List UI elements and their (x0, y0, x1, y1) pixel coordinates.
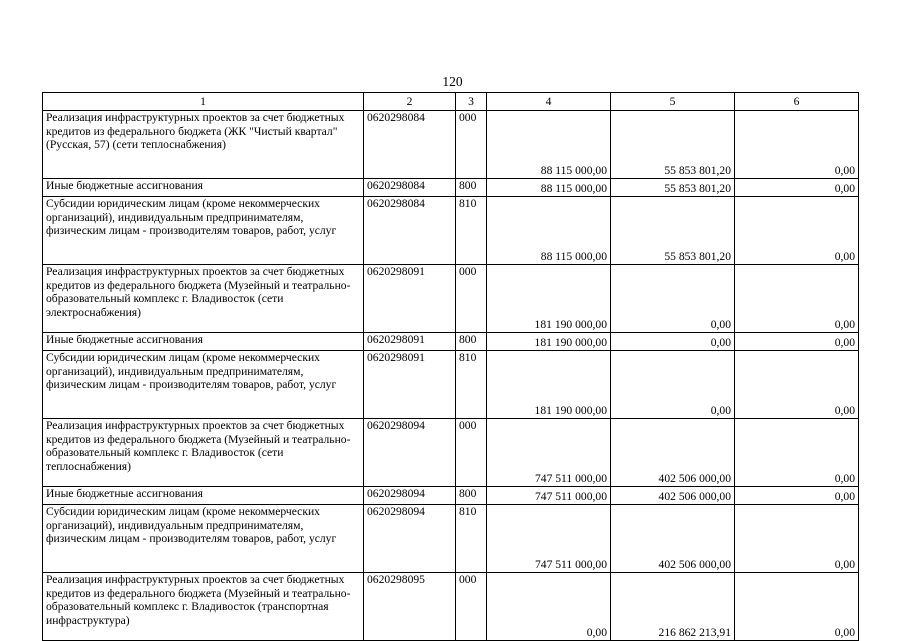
row-col4: 88 115 000,00 (487, 179, 611, 197)
row-code: 0620298094 (364, 419, 456, 487)
row-name: Субсидии юридическим лицам (кроме некоммерческих организаций), индивидуальным предпринимателям, физическим лицам - производителям товаров, работ, услуг (43, 197, 364, 265)
row-col6: 0,00 (735, 487, 859, 505)
row-type: 810 (456, 505, 487, 573)
row-type: 800 (456, 487, 487, 505)
row-code: 0620298084 (364, 197, 456, 265)
budget-table (42, 92, 859, 641)
row-col5: 402 506 000,00 (611, 487, 735, 505)
page-number: 120 (442, 74, 463, 89)
row-col6: 0,00 (735, 179, 859, 197)
table-row (43, 487, 859, 505)
table-row (43, 179, 859, 197)
table-row (43, 573, 859, 641)
row-type: 810 (456, 351, 487, 419)
row-code: 0620298084 (364, 179, 456, 197)
row-col4: 747 511 000,00 (487, 419, 611, 487)
row-col4: 0,00 (487, 573, 611, 641)
row-col6: 0,00 (735, 333, 859, 351)
row-code: 0620298084 (364, 111, 456, 179)
row-col6: 0,00 (735, 419, 859, 487)
row-code: 0620298091 (364, 351, 456, 419)
row-col5: 55 853 801,20 (611, 179, 735, 197)
row-name: Иные бюджетные ассигнования (43, 333, 364, 351)
row-col4: 88 115 000,00 (487, 111, 611, 179)
header-cell: 3 (456, 93, 487, 111)
row-type: 810 (456, 197, 487, 265)
row-col4: 181 190 000,00 (487, 265, 611, 333)
row-name: Реализация инфраструктурных проектов за счет бюджетных кредитов из федерального бюджета (Музейный и театрально-образовательный комплекс г. Владивосток (сети электроснабжения) (43, 265, 364, 333)
row-name: Иные бюджетные ассигнования (43, 179, 364, 197)
table-row (43, 505, 859, 573)
table-row (43, 197, 859, 265)
row-col4: 181 190 000,00 (487, 351, 611, 419)
table-header-row (43, 93, 859, 111)
header-cell: 2 (364, 93, 456, 111)
row-name: Реализация инфраструктурных проектов за счет бюджетных кредитов из федерального бюджета (Музейный и театрально-образовательный комплекс г. Владивосток (сети теплоснабжения) (43, 419, 364, 487)
row-col5: 216 862 213,91 (611, 573, 735, 641)
table-row (43, 351, 859, 419)
table-row (43, 265, 859, 333)
row-col4: 88 115 000,00 (487, 197, 611, 265)
row-type: 000 (456, 111, 487, 179)
table-row (43, 111, 859, 179)
row-code: 0620298095 (364, 573, 456, 641)
table-row (43, 333, 859, 351)
row-col6: 0,00 (735, 505, 859, 573)
header-cell: 1 (43, 93, 364, 111)
row-col4: 181 190 000,00 (487, 333, 611, 351)
row-type: 000 (456, 573, 487, 641)
row-col6: 0,00 (735, 265, 859, 333)
header-cell: 6 (735, 93, 859, 111)
row-type: 800 (456, 179, 487, 197)
header-cell: 5 (611, 93, 735, 111)
row-col4: 747 511 000,00 (487, 505, 611, 573)
row-name: Иные бюджетные ассигнования (43, 487, 364, 505)
row-col6: 0,00 (735, 573, 859, 641)
row-col5: 402 506 000,00 (611, 505, 735, 573)
row-type: 800 (456, 333, 487, 351)
row-col5: 55 853 801,20 (611, 111, 735, 179)
row-name: Субсидии юридическим лицам (кроме некоммерческих организаций), индивидуальным предпринимателям, физическим лицам - производителям товаров, работ, услуг (43, 351, 364, 419)
table-row (43, 419, 859, 487)
header-cell: 4 (487, 93, 611, 111)
row-col5: 0,00 (611, 265, 735, 333)
row-code: 0620298094 (364, 487, 456, 505)
row-type: 000 (456, 419, 487, 487)
row-col6: 0,00 (735, 111, 859, 179)
row-code: 0620298091 (364, 265, 456, 333)
row-col6: 0,00 (735, 197, 859, 265)
row-name: Реализация инфраструктурных проектов за счет бюджетных кредитов из федерального бюджета (ЖК "Чистый квартал" (Русская, 57) (сети теплоснабжения) (43, 111, 364, 179)
row-col5: 0,00 (611, 351, 735, 419)
row-type: 000 (456, 265, 487, 333)
row-col5: 55 853 801,20 (611, 197, 735, 265)
row-col5: 0,00 (611, 333, 735, 351)
row-code: 0620298091 (364, 333, 456, 351)
row-name: Субсидии юридическим лицам (кроме некоммерческих организаций), индивидуальным предпринимателям, физическим лицам - производителям товаров, работ, услуг (43, 505, 364, 573)
row-name: Реализация инфраструктурных проектов за счет бюджетных кредитов из федерального бюджета (Музейный и театрально-образовательный комплекс г. Владивосток (транспортная инфраструктура) (43, 573, 364, 641)
row-col6: 0,00 (735, 351, 859, 419)
row-code: 0620298094 (364, 505, 456, 573)
row-col5: 402 506 000,00 (611, 419, 735, 487)
row-col4: 747 511 000,00 (487, 487, 611, 505)
